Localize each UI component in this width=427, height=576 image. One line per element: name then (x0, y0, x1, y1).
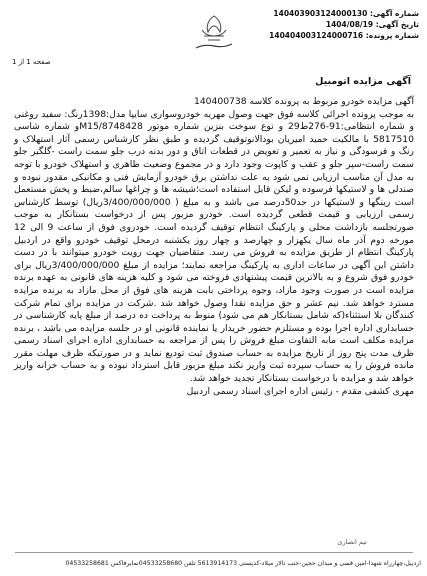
announcement-number: 140403903124000130 (273, 9, 368, 18)
case-number: 140404003124000716 (269, 31, 364, 40)
signatory-line: مهری کشفی مقدم - رئیس اداره اجرای اسناد رسمی اردبیل (186, 385, 414, 397)
document-title: آگهی مزایده اتومبیل (315, 76, 411, 87)
announcement-number-row (269, 8, 419, 19)
page-indicator: صفحه 1 از 1 (12, 58, 51, 66)
announcement-number-label: شماره آگهی: (369, 9, 419, 18)
footer-divider (15, 552, 413, 553)
case-number-label: شماره پرونده: (365, 31, 419, 40)
case-reference-line: آگهی مزایده خودرو مربوط به پرونده کلاسه 140400738 (193, 96, 414, 107)
signer-name: تیم انصاری (337, 538, 367, 546)
announcement-meta (269, 8, 419, 41)
address-footer: اردبیل،چهارراه شهدا-امین قسی و میدان حجین-جنب تالار میلاد-کدپستی 5613914173 تلفن 04533258680نمابرفاکس 04533258681 (65, 560, 421, 567)
announcement-body (14, 96, 414, 398)
judiciary-emblem-icon (184, 10, 244, 54)
announcement-date-label: تاریخ آگهی: (375, 20, 419, 29)
announcement-date-row (269, 19, 419, 30)
case-number-row (269, 30, 419, 41)
announcement-paragraph: به موجب پرونده اجرائی کلاسه فوق جهت وصول مهریه خودروسواری سایپا مدل:1398رنگ: سفید روغنی و شماره انتظامی:91-276ط29 و نوع سوخت بنزین شماره موتور M15/8748428و شماره شاسی 5817510 با مالکیت حمید امیریان بودالانوتوقیف گردیده و طبق نظر کارشناس رسمی آثار استهلاک و رنگ و فرسودگی و نیاز به تعمیر و تعویض در قطعات اتاق و دور بدنه درب جلو سمت راست -گلگیر جلو سمت راست-سپر جلو و عقب و کاپوت وجود دارد و در مجموع وضعیت ظاهری و استهلاک خودرو با توجه به مدل آن مناسب ارزیابی نمی شود به علت نداشتن برق خودرو آزمایش فنی و مکانیکی مقدور نبوده و صندلی ها و لاستیکها فرسوده و لیکن قابل استفاده است؛شیشه ها و چراغها سالم،ضبط و پخش مستعمل است رینگها و لاستیکها در حد50درصد می باشد و به مبلغ ( 3/400/000/000ریال) توسط کارشناس رسمی ارزیابی و قیمت قطعی گردیده است. خودرو مزبور پس از درخواست بستانکار به موجب صورتجلسه بازداشت محلی و پارکینگ انتظام توقیف گردیده است. خودروی فوق از ساعت 9 الی 12 مورخه دوم آذر ماه سال یکهزار و چهارصد و چهار روز یکشنبه درمحل توقیف خودرو واقع در اردبیل پارکینگ انتظام از طریق مزایده به فروش می رسد. متقاضیان جهت رویت خودرو میتوانند با در دست داشتن این آگهی در ساعات اداری به پارکینگ مراجعه نمایند؛ مزایده از مبلغ 3/400/000/000ریال برای خودرو فوق شروع و به بالاترین قیمت پیشنهادی فروخته می شود و کلیه هزینه های قانونی به عهده برنده مزایده است در صورت وجود مازاد، وجوه پرداختی بابت هزینه های فوق از محل مازاد به برنده مزایده مسترد خواهد شد. نیم عشر و حق مزایده نقدا وصول خواهد شد .شرکت در مزایده برای تمام شرکت کنندگان بلا استثناء(که شامل بستانکار هم می شود) منوط به پرداخت ده درصد از مبلغ پایه کارشناسی در حسابداری اداره اجرا بوده و مستلزم حضور خریدار یا نماینده قانونی او در جلسه مزایده می باشد ، برنده مزایده مکلف است مابه التفاوت مبلغ فروش را پس از مراجعه به حسابداری اداره اجرای اسناد رسمی ظرف مدت پنج روز از تاریخ مزایده به حساب صندوق ثبت تودیع نماید و در صورتیکه ظرف مهلت مقرر مانده فروش را به حساب سپرده ثبت واریز نکند مبلغ مزبور قابل استرداد نبوده و به حساب خزانه واریز خواهد شد و مزایده با درخواست بستانکار تجدید خواهد شد. (14, 108, 415, 385)
announcement-date: 1404/08/19 (325, 20, 374, 29)
